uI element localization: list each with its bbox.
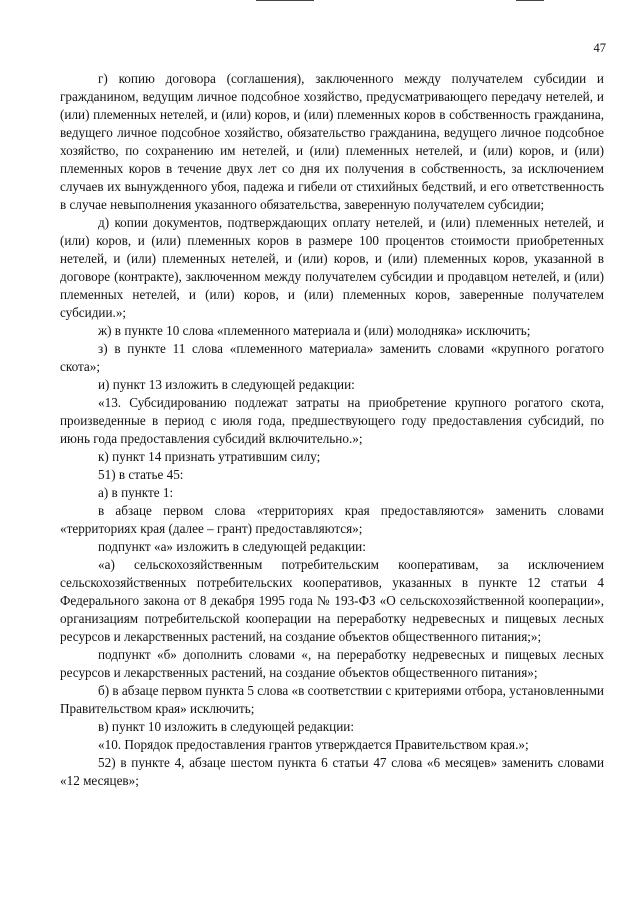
- page-number: 47: [593, 41, 606, 55]
- paragraph-item-zh: ж) в пункте 10 слова «племенного материала и (или) молодняка» исключить;: [98, 323, 531, 338]
- paragraph-point-10-text: «10. Порядок предоставления грантов утверждается Правительством края.»;: [98, 737, 529, 752]
- paragraph-item-k: к) пункт 14 признать утратившим силу;: [98, 449, 321, 464]
- top-edge-rule-left: [256, 0, 314, 1]
- paragraph-item-z: з) в пункте 11 слова «племенного материала» заменить словами «крупного рогатого скота»;: [60, 341, 604, 374]
- document-body: [60, 70, 604, 790]
- paragraph-clause-51-v: в) пункт 10 изложить в следующей редакции:: [98, 719, 354, 734]
- paragraph-item-g: г) копию договора (соглашения), заключенного между получателем субсидии и гражданином, ведущим личное подсобное хозяйство, предусматривающего передачу нетелей, и (или) племенных нетелей, и (или) коров, и (или) племенных коров в собственность гражданина, ведущего личное подсобное хозяйство, обязательство гражданина, ведущего личное подсобное хозяйство, по сохранению им нетелей, и (или) племенных нетелей, и (или) коров, и (или) племенных коров в течение двух лет со дня их получения в собственность, за исключением случаев их вынужденного убоя, падежа и гибели от стихийных бедствий, и его ответственность в случае невыполнения указанного обязательства, заверенную получателем субсидии;: [60, 71, 604, 212]
- paragraph-subitem-b-addition: подпункт «б» дополнить словами «, на переработку недревесных и пищевых лесных ресурсов и лекарственных растений, на создание объектов общественного питания»;: [60, 647, 604, 680]
- paragraph-clause-51-a: а) в пункте 1:: [98, 485, 174, 500]
- top-edge-rule-right: [516, 0, 544, 1]
- paragraph-subitem-a-intro: подпункт «а» изложить в следующей редакции:: [98, 539, 366, 554]
- paragraph-point-13-text: «13. Субсидированию подлежат затраты на приобретение крупного рогатого скота, произведенные в период с июля года, предшествующего году предоставления субсидий, по июнь года предоставления субсидий включительно.»;: [60, 395, 604, 446]
- paragraph-item-i: и) пункт 13 изложить в следующей редакции:: [98, 377, 355, 392]
- paragraph-item-d: д) копии документов, подтверждающих оплату нетелей, и (или) племенных нетелей, и (или) коров, и (или) племенных коров в размере 100 процентов стоимости приобретенных нетелей, и (или) племенных нетелей, и (или) коров, и (или) племенных коров, указанной в договоре (контракте), заключенном между получателем субсидии и продавцом нетелей, и (или) племенных нетелей, и (или) коров, и (или) племенных коров, заверенные получателем субсидии.»;: [60, 215, 604, 320]
- paragraph-subitem-a-text: «а) сельскохозяйственным потребительским кооперативам, за исключением сельскохозяйственных потребительских кооперативов, указанных в пункте 12 статьи 4 Федерального закона от 8 декабря 1995 года № 193-ФЗ «О сельскохозяйственной кооперации», организациям потребительской кооперации на переработку недревесных и пищевых лесных ресурсов и лекарственных растений, на создание объектов общественного питания;»;: [60, 557, 604, 644]
- paragraph-clause-52: 52) в пункте 4, абзаце шестом пункта 6 статьи 47 слова «6 месяцев» заменить словами «12 месяцев»;: [60, 755, 604, 788]
- paragraph-clause-51-b: б) в абзаце первом пункта 5 слова «в соответствии с критериями отбора, установленными Правительством края» исключить;: [60, 683, 604, 716]
- paragraph-first-abzac-change: в абзаце первом слова «территориях края предоставляются» заменить словами «территориях края (далее – грант) предоставляются»;: [60, 503, 604, 536]
- paragraph-clause-51: 51) в статье 45:: [98, 467, 184, 482]
